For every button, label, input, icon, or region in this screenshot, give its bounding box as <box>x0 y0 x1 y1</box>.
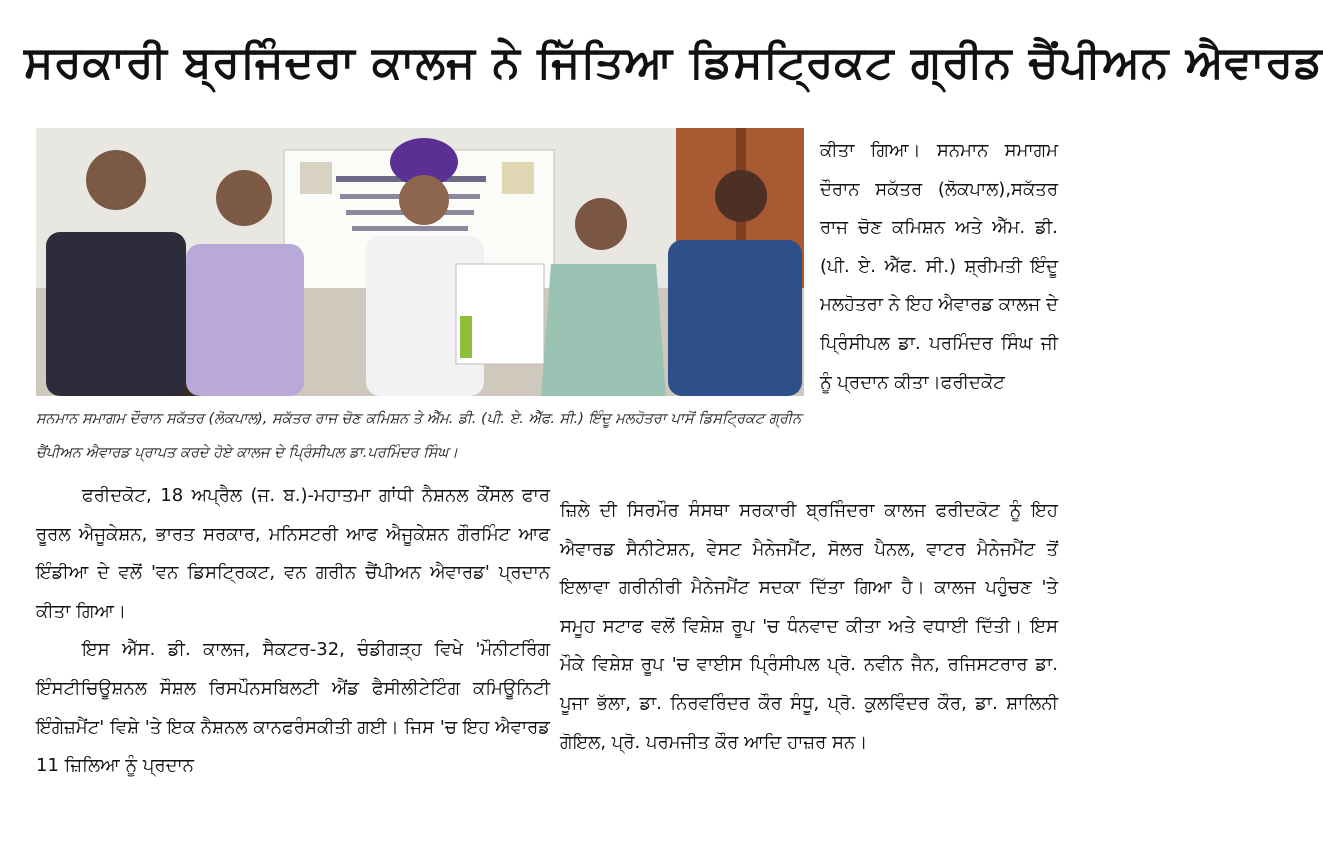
award-ceremony-illustration <box>36 128 804 396</box>
paragraph-left-2: ਇਸ ਐੱਸ. ਡੀ. ਕਾਲਜ, ਸੈਕਟਰ-32, ਚੰਡੀਗੜ੍ਹ ਵਿਖੇ 'ਮੌਨੀਟਰਿੰਗ ਇੰਸਟੀਚਿਊਸ਼ਨਲ ਸੌਸ਼ਲ ਰਿਸਪੌਨਸਬਿਲਟੀ ਐਂਡ ਫੈਸੀਲੀਟੇਟਿੰਗ ਕਮਿਊਨਿਟੀ ਇੰਗੇਜ਼ਮੈਂਟ' ਵਿਸ਼ੇ 'ਤੇ ਇਕ ਨੈਸ਼ਨਲ ਕਾਨਫਰੰਸਕੀਤੀ ਗਈ। ਜਿਸ 'ਚ ਇਹ ਐਵਾਰਡ 11 ਜ਼ਿਲਿਆ ਨੂੰ ਪ੍ਰਦਾਨ <box>36 639 550 777</box>
article-column-right-bottom <box>560 492 1058 762</box>
paragraph-right-bottom: ਜ਼ਿਲੇ ਦੀ ਸਿਰਮੌਰ ਸੰਸਥਾ ਸਰਕਾਰੀ ਬ੍ਰਜਿੰਦਰਾ ਕਾਲਜ ਫਰੀਦਕੋਟ ਨੂੰ ਇਹ ਐਵਾਰਡ ਸੈਨੀਟੇਸ਼ਨ, ਵੇਸਟ ਮੈਨੇਜਮੈਂਟ, ਸੋਲਰ ਪੈਨਲ, ਵਾਟਰ ਮੈਨੇਜਮੈਂਟ ਤੋਂ ਇਲਾਵਾ ਗਰੀਨੀਰੀ ਮੈਨੇਜਮੈਂਟ ਸਦਕਾ ਦਿੱਤਾ ਗਿਆ ਹੈ। ਕਾਲਜ ਪਹੁੰਚਣ 'ਤੇ ਸਮੂਹ ਸਟਾਫ ਵਲੋਂ ਵਿਸ਼ੇਸ਼ ਰੂਪ 'ਚ ਧੰਨਵਾਦ ਕੀਤਾ ਅਤੇ ਵਧਾਈ ਦਿੱਤੀ। ਇਸ ਮੌਕੇ ਵਿਸ਼ੇਸ਼ ਰੂਪ 'ਚ ਵਾਈਸ ਪ੍ਰਿੰਸੀਪਲ ਪ੍ਰੋ. ਨਵੀਨ ਜੈਨ, ਰਜਿਸਟਰਾਰ ਡਾ. ਪੂਜਾ ਭੱਲਾ, ਡਾ. ਨਿਰਵਰਿੰਦਰ ਕੌਰ ਸੰਧੂ, ਪ੍ਰੋ. ਕੁਲਵਿੰਦਰ ਕੌਰ, ਡਾ. ਸ਼ਾਲਿਨੀ ਗੋਇਲ, ਪ੍ਰੋ. ਪਰਮਜੀਤ ਕੌਰ ਆਦਿ ਹਾਜ਼ਰ ਸਨ। <box>560 500 1058 753</box>
article-column-right-top <box>820 132 1058 402</box>
paragraph-right-top: ਕੀਤਾ ਗਿਆ। ਸਨਮਾਨ ਸਮਾਗਮ ਦੌਰਾਨ ਸਕੱਤਰ (ਲੋਕਪਾਲ),ਸਕੱਤਰ ਰਾਜ ਚੋਣ ਕਮਿਸ਼ਨ ਅਤੇ ਐੱਮ. ਡੀ. (ਪੀ. ਏ. ਐੱਫ. ਸੀ.) ਸ਼੍ਰੀਮਤੀ ਇੰਦੂ ਮਲਹੋਤਰਾ ਨੇ ਇਹ ਐਵਾਰਡ ਕਾਲਜ ਦੇ ਪ੍ਰਿੰਸੀਪਲ ਡਾ. ਪਰਮਿੰਦਰ ਸਿੰਘ ਜੀ ਨੂੰ ਪ੍ਰਦਾਨ ਕੀਤਾ।ਫਰੀਦਕੋਟ <box>820 140 1058 393</box>
article-column-left <box>36 477 550 786</box>
headline: ਸਰਕਾਰੀ ਬ੍ਰਜਿੰਦਰਾ ਕਾਲਜ ਨੇ ਜਿੱਤਿਆ ਡਿਸਟ੍ਰਿਕਟ ਗ੍ਰੀਨ ਚੈਂਪੀਅਨ ਐਵਾਰਡ <box>24 37 1323 88</box>
award-photo <box>36 128 804 396</box>
photo-caption: ਸਨਮਾਨ ਸਮਾਗਮ ਦੌਰਾਨ ਸਕੱਤਰ (ਲੋਕਪਾਲ), ਸਕੱਤਰ ਰਾਜ ਚੋਣ ਕਮਿਸ਼ਨ ਤੇ ਐੱਮ. ਡੀ. (ਪੀ. ਏ. ਐੱਫ. ਸੀ.) ਇੰਦੂ ਮਲਹੋਤਰਾ ਪਾਸੋਂ ਡਿਸਟ੍ਰਿਕਟ ਗ੍ਰੀਨ ਚੈਂਪੀਅਨ ਐਵਾਰਡ ਪ੍ਰਾਪਤ ਕਰਦੇ ਹੋਏ ਕਾਲਜ ਦੇ ਪ੍ਰਿੰਸੀਪਲ ਡਾ.ਪਰਮਿੰਦਰ ਸਿੰਘ। <box>36 411 802 461</box>
paragraph-left-1: ਫਰੀਦਕੋਟ, 18 ਅਪ੍ਰੈਲ (ਜ. ਬ.)-ਮਹਾਤਮਾ ਗਾਂਧੀ ਨੈਸ਼ਨਲ ਕੌਂਸਲ ਫਾਰ ਰੂਰਲ ਐਜੂਕੇਸ਼ਨ, ਭਾਰਤ ਸਰਕਾਰ, ਮਨਿਸਟਰੀ ਆਫ ਐਜੂਕੇਸ਼ਨ ਗੌਰਮਿੰਟ ਆਫ ਇੰਡੀਆ ਦੇ ਵਲੋਂ 'ਵਨ ਡਿਸਟ੍ਰਿਕਟ, ਵਨ ਗਰੀਨ ਚੈਂਪੀਅਨ ਐਵਾਰਡ' ਪ੍ਰਦਾਨ ਕੀਤਾ ਗਿਆ। <box>36 485 550 622</box>
